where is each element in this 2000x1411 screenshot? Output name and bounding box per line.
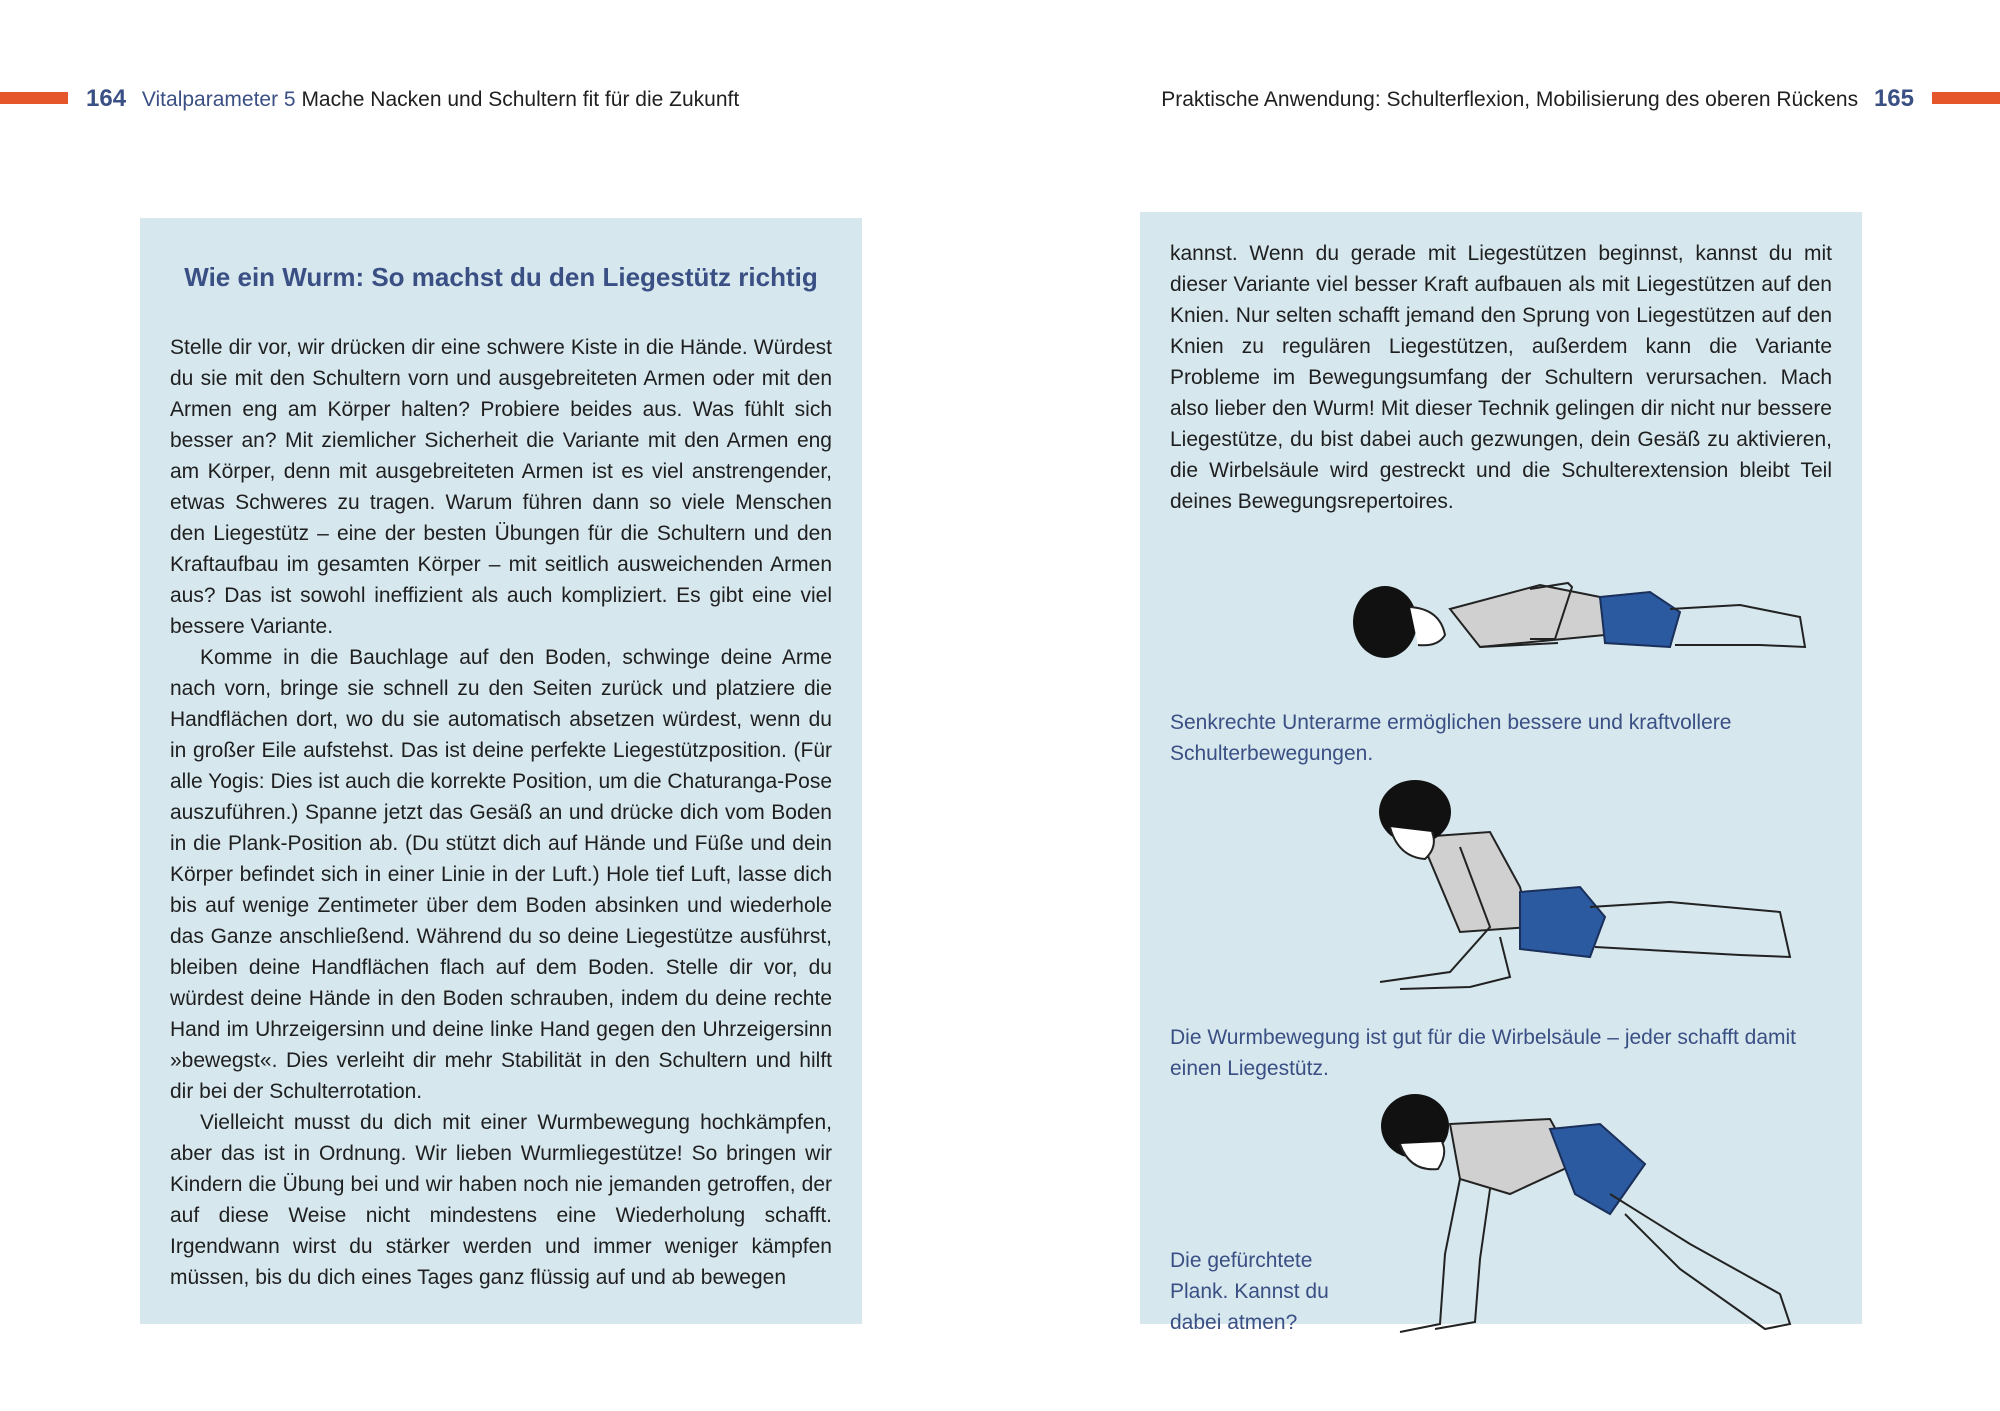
right-accent-bar bbox=[1932, 92, 2000, 104]
left-info-box bbox=[140, 218, 862, 1324]
pushup-worm-illustration bbox=[1320, 777, 1820, 1017]
left-page-number: 164 bbox=[86, 85, 127, 112]
right-info-box bbox=[1140, 212, 1862, 1334]
pushup-figure-1 bbox=[1170, 547, 1832, 707]
left-section-label: Vitalparameter 5 bbox=[141, 88, 296, 111]
left-chapter-title: Mache Nacken und Schultern fit für die Zukunft bbox=[301, 88, 740, 111]
paragraph: Komme in die Bauchlage auf den Boden, schwinge deine Arme nach vorn, bringe sie schnell zu den Seiten zurück und platziere die Handflächen dort, wo du sie automatisch absetzen würdest, wenn du in großer Eile aufstehst. Das ist deine perfekte Liegestützposition. (Für alle Yogis: Dies ist auch die korrekte Position, um die Chaturanga-Pose auszuführen.) Spanne jetzt das Gesäß an und drücke dich vom Boden in die Plank-Position ab. (Du stützt dich auf Hände und Füße und dein Körper befindet sich in einer Linie in der Luft.) Hole tief Luft, lasse dich bis auf wenige Zentimeter über dem Boden absinken und wiederhole das Ganze anschließend. Während du so deine Liegestütze ausführst, bleiben deine Handflächen flach auf dem Boden. Stelle dir vor, du würdest deine Hände in den Boden schrauben, indem du deine rechte Hand im Uhrzeigersinn und deine linke Hand gegen den Uhrzeigersinn »bewegst«. Dies verleiht dir mehr Stabilität in den Schultern und hilft dir bei der Schulterrotation. bbox=[170, 646, 832, 1103]
paragraph: kannst. Wenn du gerade mit Liegestützen beginnst, kannst du mit dieser Variante viel besser Kraft aufbauen als mit Liegestützen auf den Knien. Nur selten schafft jemand den Sprung von Liegestützen auf den Knien zu regulären Liegestützen, außerdem kann die Variante Probleme im Bewegungsumfang der Schultern verursachen. Mach also lieber den Wurm! Mit dieser Technik gelingen dir nicht nur bessere Liegestütze, du bist dabei auch gezwungen, dein Gesäß zu aktivieren, die Wirbelsäule wird gestreckt und die Schulterextension bleibt Teil deines Bewegungsrepertoires. bbox=[1170, 242, 1832, 513]
figure-caption-1: Senkrechte Unterarme ermöglichen bessere und kraftvollere Schulterbewegungen. bbox=[1170, 711, 1732, 765]
figure-caption-2: Die Wurmbewegung ist gut für die Wirbelsäule – jeder schafft damit einen Liegestütz. bbox=[1170, 1026, 1797, 1080]
pushup-low-illustration bbox=[1300, 547, 1820, 697]
right-running-head bbox=[1161, 82, 1914, 117]
left-body-text bbox=[170, 332, 832, 1293]
paragraph: Vielleicht musst du dich mit einer Wurmbewegung hochkämpfen, aber das ist in Ordnung. Wir lieben Wurmliegestütze! So bringen wir Kindern die Übung bei und wir haben noch nie jemanden getroffen, der auf diese Weise nicht mindestens eine Wiederholung schafft. Irgendwann wirst du stärker werden und immer weniger kämpfen müssen, bis du dich eines Tages ganz flüssig auf und ab bewegen bbox=[170, 1111, 832, 1289]
left-accent-bar bbox=[0, 92, 68, 104]
pushup-figure-3 bbox=[1170, 1094, 1832, 1344]
right-page-number: 165 bbox=[1873, 85, 1914, 112]
right-chapter-title: Praktische Anwendung: Schulterflexion, Mobilisierung des oberen Rückens bbox=[1161, 88, 1859, 111]
paragraph: Stelle dir vor, wir drücken dir eine schwere Kiste in die Hände. Würdest du sie mit den Schultern vorn und ausgebreiteten Armen oder mit den Armen eng am Körper halten? Probiere beides aus. Was fühlt sich besser an? Mit ziemlicher Sicherheit die Variante mit den Armen eng am Körper, denn mit ausgebreiteten Armen ist es viel anstrengender, etwas Schweres zu tragen. Warum führen dann so viele Menschen den Liegestütz – eine der besten Übungen für die Schultern und den Kraftaufbau im gesamten Körper – mit seitlich ausweichenden Armen aus? Das ist sowohl ineffizient als auch kompliziert. Es gibt eine viel bessere Variante. bbox=[170, 336, 832, 638]
plank-illustration bbox=[1360, 1094, 1830, 1344]
figure-caption-3: Die gefürchtete Plank. Kannst du dabei atmen? bbox=[1170, 1249, 1329, 1334]
right-body-text bbox=[1170, 238, 1832, 517]
box-heading: Wie ein Wurm: So machst du den Liegestütz richtig bbox=[184, 262, 818, 292]
pushup-figure-2 bbox=[1170, 777, 1832, 1022]
left-running-head bbox=[86, 82, 739, 117]
